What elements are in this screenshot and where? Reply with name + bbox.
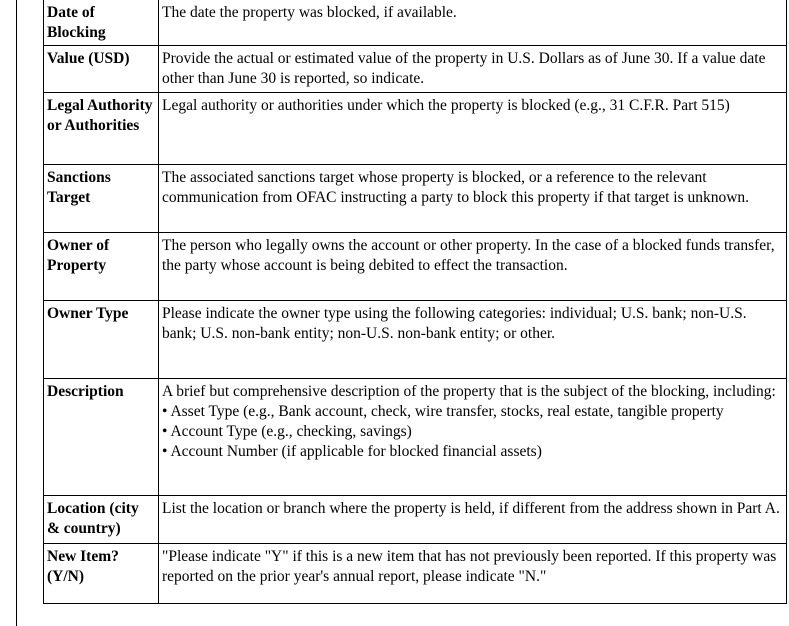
field-definitions-table bbox=[43, 0, 787, 604]
table-row bbox=[44, 93, 787, 165]
bullet-account-type: • Account Type (e.g., checking, savings) bbox=[162, 422, 782, 442]
field-description-cell: The person who legally owns the account or other property. In the case of a blocked funds transfer, the party whose account is being debited to effect the transaction. bbox=[159, 233, 787, 301]
field-name-cell: Date of Blocking bbox=[44, 0, 159, 46]
field-description-cell: Provide the actual or estimated value of the property in U.S. Dollars as of June 30. If a value date other than June 30 is reported, so indicate. bbox=[159, 46, 787, 93]
bullet-asset-type: • Asset Type (e.g., Bank account, check, wire transfer, stocks, real estate, tangible property bbox=[162, 402, 782, 422]
field-name-cell: Owner of Property bbox=[44, 233, 159, 301]
field-description-cell: Please indicate the owner type using the following categories: individual; U.S. bank; non-U.S. bank; U.S. non-bank entity; non-U.S. non-bank entity; or other. bbox=[159, 301, 787, 379]
field-description-cell: "Please indicate "Y" if this is a new item that has not previously been reported. If this property was reported on the prior year's annual report, please indicate "N." bbox=[159, 544, 787, 604]
field-description-cell: List the location or branch where the property is held, if different from the address shown in Part A. bbox=[159, 496, 787, 544]
table-row bbox=[44, 301, 787, 379]
field-description-cell: Legal authority or authorities under which the property is blocked (e.g., 31 C.F.R. Part 515) bbox=[159, 93, 787, 165]
table-row bbox=[44, 46, 787, 93]
table-row bbox=[44, 496, 787, 544]
field-name-cell: Value (USD) bbox=[44, 46, 159, 93]
field-name-cell: Description bbox=[44, 379, 159, 496]
table-row bbox=[44, 165, 787, 233]
page-margin-rule bbox=[16, 0, 17, 626]
field-name-cell: Location (city & country) bbox=[44, 496, 159, 544]
description-intro: A brief but comprehensive description of the property that is the subject of the blocking, including: bbox=[162, 383, 776, 400]
table-row bbox=[44, 544, 787, 604]
field-description-cell bbox=[159, 379, 787, 496]
field-name-cell: Legal Authority or Authorities bbox=[44, 93, 159, 165]
table-row bbox=[44, 233, 787, 301]
field-description-cell: The date the property was blocked, if available. bbox=[159, 0, 787, 46]
table-row bbox=[44, 379, 787, 496]
field-description-cell: The associated sanctions target whose property is blocked, or a reference to the relevant communication from OFAC instructing a party to block this property if that target is unknown. bbox=[159, 165, 787, 233]
bullet-account-number: • Account Number (if applicable for blocked financial assets) bbox=[162, 442, 782, 462]
field-name-cell: Sanctions Target bbox=[44, 165, 159, 233]
table-row bbox=[44, 0, 787, 46]
field-name-cell: Owner Type bbox=[44, 301, 159, 379]
field-name-cell: New Item? (Y/N) bbox=[44, 544, 159, 604]
